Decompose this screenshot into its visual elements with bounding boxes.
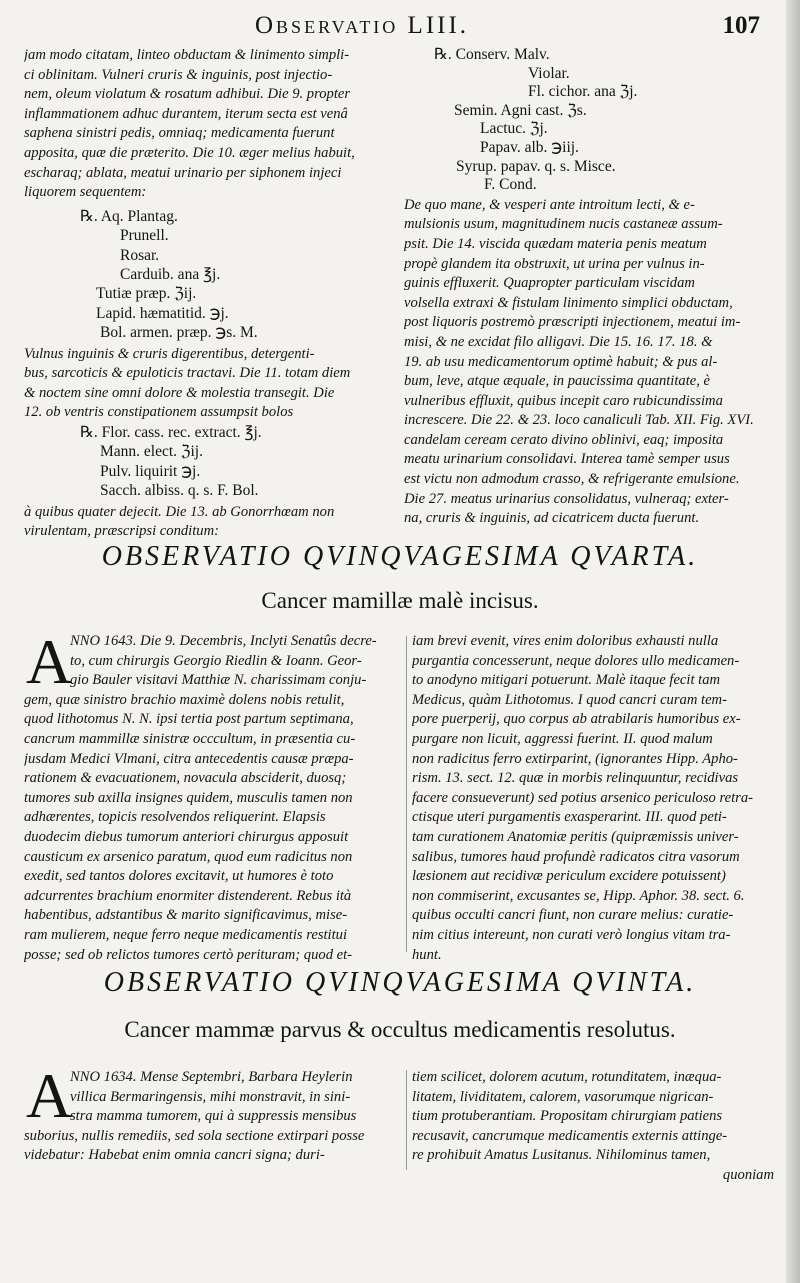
text-line: facere consueverunt) sed potius arsenico periculoso retra- (412, 789, 753, 806)
obs55-left-column (24, 1068, 402, 1166)
text-line: exedit, sed tantos dolores excitavit, ut humores è toto (24, 868, 334, 885)
obs53-left-text-mid (24, 345, 402, 423)
text-line: gem, quæ sinistro brachio maximè dolens nobis retulit, (24, 691, 345, 708)
recipe-line: Lapid. hæmatitid. ℈j. (96, 304, 229, 322)
text-line: mulsionis usum, magnitudinem nucis castaneæ assum- (404, 216, 723, 233)
recipe-line: Violar. (528, 64, 570, 82)
obs55-dropcap: A (26, 1060, 73, 1131)
column-divider (406, 1070, 407, 1170)
text-line: videbatur: Habebat enim omnia cancri signa; duri- (24, 1147, 325, 1164)
recipe-line: Rosar. (120, 246, 160, 264)
text-line: adhærentes, topicis resolvendos reliquerint. Elapsis (24, 809, 326, 826)
text-line: escharaq; ablata, meatui urinario per siphonem injeci (24, 164, 342, 181)
text-line: villica Bermaringensis, mihi monstravit, in sini- (70, 1088, 351, 1105)
text-line: De quo mane, & vesperi ante introitum lecti, & e- (404, 196, 695, 213)
text-line: Die 27. meatus urinarius consolidatus, vulneraq; exter- (404, 490, 729, 507)
text-line: na, cruris & inguinis, ad cicatricem ducta fuerunt. (404, 510, 700, 527)
text-line: quod lithotomus N. N. ipsi tertia post partum septimana, (24, 711, 354, 728)
obs53-left-text-top (24, 46, 402, 203)
text-line: meatu urinarium consolidavi. Interea tamè semper usus (404, 451, 730, 468)
recipe-line: Carduib. ana ℥j. (120, 265, 221, 283)
text-line: tumores sub axilla insignes quidem, musculis tamen non (24, 789, 353, 806)
text-line: habentibus, adstantibus & marito significavimus, mise- (24, 907, 348, 924)
text-line: to, cum chirurgis Georgio Riedlin & Ioann. Geor- (70, 652, 362, 669)
text-line: purgare non licuit, aggressi fuerint. II. quod malum (412, 730, 713, 747)
page-number: 107 (722, 12, 760, 39)
text-line: gio Bauler visitavi Matthiæ N. charissimam conju- (70, 672, 367, 689)
recipe-line: Syrup. papav. q. s. Misce. (456, 157, 616, 175)
text-line: misi, & ne excidat filo alligavi. Die 15. 16. 17. 18. & (404, 333, 713, 350)
text-line: nem, oleum violatum & rosatum adhibui. Die 9. propter (24, 86, 351, 103)
text-line: NNO 1634. Mense Septembri, Barbara Heylerin (70, 1069, 353, 1085)
text-line: tam curationem Anatomiæ peritis (quipræmissis univer- (412, 828, 739, 845)
text-line: non commiserint, excusantes se, Hipp. Aphor. 38. sect. 6. (412, 887, 745, 904)
recipe-line: Prunell. (120, 227, 169, 245)
catchword: quoniam (722, 1166, 774, 1183)
text-line: stra mamma tumorem, qui à suppressis mensibus (70, 1108, 357, 1125)
obs53-right-column (404, 46, 772, 529)
page-edge-shadow (786, 0, 800, 1283)
text-line: est victu non admodum crasso, & refrigerante emulsione. (404, 471, 740, 488)
obs54-left-column (24, 626, 402, 965)
running-head-title: Observatio LIII. (255, 12, 470, 39)
text-line: tiem scilicet, dolorem acutum, rotunditatem, inæqua- (412, 1069, 722, 1085)
text-line: bum, leve, atque æquale, in paucissima quantitate, è (404, 373, 711, 390)
text-line: guinis effluxerit. Quapropter particulam viscidam (404, 275, 695, 292)
text-line: jusdam Medici Vlmani, citra antecedentis causæ præpa- (24, 750, 354, 767)
recipe-line: Lactuc. ℨj. (480, 120, 548, 138)
text-line: jam modo citatam, linteo obductam & linimento simpli- (24, 47, 350, 63)
text-line: virulentam, præscripsi conditum: (24, 523, 219, 540)
text-line: nim citius intereunt, non curati verò longius vitam tra- (412, 926, 731, 943)
obs53-left-text-end (24, 503, 402, 542)
text-line: læsionem aut recidivæ periculum excidere potuissent) (412, 868, 726, 885)
recipe-line: F. Cond. (484, 176, 537, 194)
text-line: suborius, nullis remediis, sed sola sectione extirpari posse (24, 1127, 365, 1144)
text-line: 12. ob ventris constipationem assumpsit bolos (24, 404, 294, 421)
obs53-right-text (404, 196, 772, 529)
text-line: vulneribus effluxit, quibus incepit caro rubicundissima (404, 392, 723, 409)
text-line: ci oblinitam. Vulneri cruris & inguinis, post injectio- (24, 66, 333, 83)
text-line: causticum ex arsenico paratum, quod eum radicitus non (24, 848, 353, 865)
text-line: inflammationem adhuc durantem, iterum secta est venâ (24, 105, 348, 122)
recipe-line: Papav. alb. ℈iij. (480, 138, 579, 156)
text-line: increscere. Die 22. & 23. loco canaliculi Tab. XII. Fig. XVI. (404, 412, 754, 429)
text-line: propè glandem ita obstruxit, ut urina per vulnus in- (404, 255, 705, 272)
text-line: bus, sarcoticis & epuloticis tractavi. Die 11. totam diem (24, 365, 351, 382)
text-line: NNO 1643. Die 9. Decembris, Inclyti Senatûs decre- (70, 633, 377, 649)
text-line: hunt. (412, 946, 442, 963)
text-line: ctisque uteri purgamentis exasperarint. III. quod peti- (412, 809, 727, 826)
recipe-line: Mann. elect. ℨij. (100, 443, 203, 461)
text-line: adcurrentes brachium enormiter distenderent. Rebus ità (24, 887, 352, 904)
text-line: iam brevi evenit, vires enim doloribus exhausti nulla (412, 633, 719, 649)
obs55-right-column (412, 1068, 774, 1186)
text-line: litatem, lividitatem, calorem, vasorumque nigrican- (412, 1088, 714, 1105)
text-line: to anodyno mitigari potuerunt. Malè itaque fecit tam (412, 672, 721, 689)
text-line: non radicitus ferro extirparint, (ignorantes Hipp. Apho- (412, 750, 738, 767)
column-divider (406, 636, 407, 952)
text-line: à quibus quater dejecit. Die 13. ab Gonorrhœam non (24, 503, 335, 520)
text-line: cancrum mammillæ sinistræ occcultum, in præsentia cu- (24, 730, 356, 747)
recipe-line: Bol. armen. præp. ℈s. M. (100, 324, 258, 342)
obs55-heading: OBSERVATIO QVINQVAGESIMA QVINTA. (103, 967, 697, 998)
obs54-right-column (412, 632, 774, 965)
text-line: liquorem sequentem: (24, 184, 147, 201)
text-line: saphena sinistri pedis, omniaq; medicamenta fuerunt (24, 125, 335, 142)
text-line: Vulnus inguinis & cruris digerentibus, detergenti- (24, 345, 315, 362)
text-line: duodecim diebus tumorum anteriori chirurgus apposuit (24, 828, 349, 845)
text-line: 19. ab usu medicamentorum optimè habuit; & pus al- (404, 353, 718, 370)
text-line: pore puerperij, quo corpus ab atrabilaris humoribus ex- (412, 711, 741, 728)
recipe-line: ℞. Aq. Plantag. (80, 207, 178, 225)
recipe-line: Semin. Agni cast. ℨs. (454, 101, 587, 119)
obs54-dropcap: A (26, 626, 73, 697)
text-line: purgantia concesserunt, neque dolores ullo medicamen- (412, 652, 740, 669)
recipe-3 (404, 46, 772, 195)
recipe-line: Sacch. albiss. q. s. F. Bol. (100, 482, 259, 500)
running-head (0, 8, 800, 42)
recipe-line: ℞. Conserv. Malv. (434, 46, 550, 63)
text-line: recusavit, cancrumque medicamentis externis attinge- (412, 1127, 728, 1144)
recipe-line: Fl. cichor. ana ℨj. (528, 83, 638, 101)
text-line: posse; sed ob relictos tumores certò perituram; quod et- (24, 946, 353, 963)
obs54-heading: OBSERVATIO QVINQVAGESIMA QVARTA. (101, 541, 699, 572)
text-line: post liquoris postremò præscripti injectionem, meatui im- (404, 314, 741, 331)
text-line: psit. Die 14. viscida quædam materia penis meatum (404, 235, 707, 252)
text-line: & noctem sine omni dolore & molestia transegit. Die (24, 384, 335, 401)
text-line: volsella extraxi & fistulam linimento simplici obductam, (404, 294, 733, 311)
recipe-1 (24, 207, 402, 343)
text-line: apposita, quæ die præterito. Die 10. æger melius habuit, (24, 144, 355, 161)
text-line: salibus, tumores haud profundè radicatos citra vasorum (412, 848, 740, 865)
text-line: rism. 13. sect. 12. quæ in morbis relinquuntur, recidivas (412, 770, 739, 787)
text-line: quibus occulti cancri fiunt, non curare melius: curatie- (412, 907, 734, 924)
recipe-line: ℞. Flor. cass. rec. extract. ℥j. (80, 423, 262, 441)
obs54-subtitle: Cancer mamillæ malè incisus. (261, 588, 539, 613)
text-line: ram mulierem, neque ferro neque medicamentis restitui (24, 926, 348, 943)
recipe-line: Tutiæ præp. ℨij. (96, 285, 197, 303)
text-line: candelam ceream cerato divino oblinivi, eaq; imposita (404, 431, 724, 448)
obs55-subtitle: Cancer mammæ parvus & occultus medicamentis resolutus. (124, 1017, 676, 1042)
text-line: Medicus, quàm Lithotomus. I quod cancri curam tem- (412, 691, 727, 708)
text-line: rationem & evacuationem, novacula absciderit, duosq; (24, 770, 347, 787)
text-line: tium protuberantiam. Propositam chirurgiam patiens (412, 1108, 723, 1125)
recipe-line: Pulv. liquirit ℈j. (100, 462, 201, 480)
text-line: re prohibuit Amatus Lusitanus. Nihilominus tamen, (412, 1147, 711, 1164)
obs53-left-column (24, 46, 402, 542)
recipe-2 (24, 423, 402, 501)
